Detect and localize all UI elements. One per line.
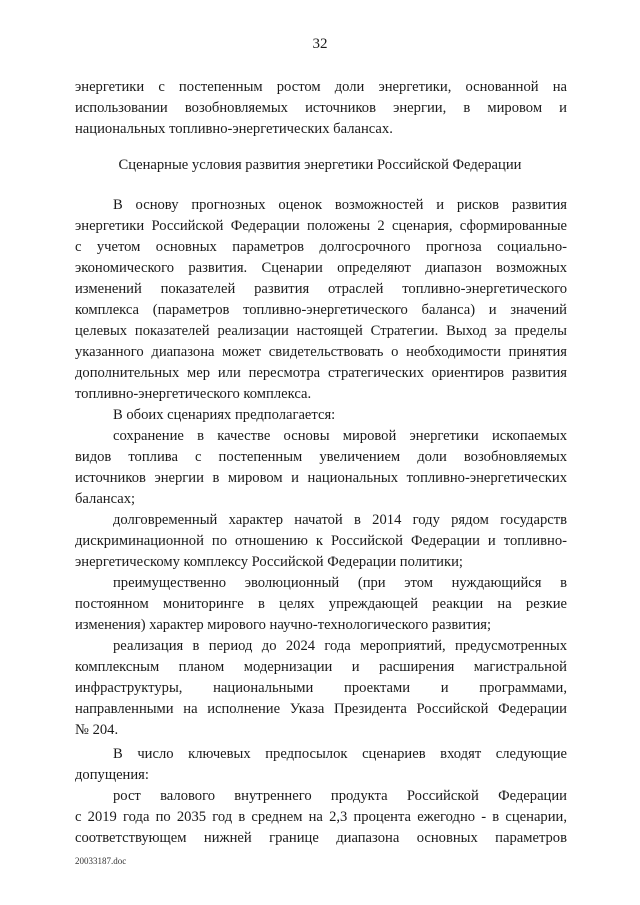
- body-line: преимущественно эволюционный (при этом нуждающийся в: [113, 575, 567, 591]
- page-number: 32: [312, 36, 328, 52]
- body-line: В число ключевых предпосылок сценариев входят следующие: [113, 746, 567, 762]
- body-line: энергетики Российской Федерации положены 2 сценария, сформированные: [75, 218, 567, 234]
- body-line: № 204.: [75, 722, 119, 738]
- body-line: целевых показателей реализации настоящей Стратегии. Выход за пределы: [75, 323, 567, 339]
- body-line: дополнительных мер или пересмотра стратегических ориентиров развития: [75, 365, 567, 381]
- body-line: балансах;: [75, 491, 136, 507]
- body-line: сохранение в качестве основы мировой энергетики ископаемых: [113, 428, 567, 444]
- body-line: рост валового внутреннего продукта Российской Федерации: [113, 788, 567, 804]
- body-line: В основу прогнозных оценок возможностей и рисков развития: [113, 197, 567, 213]
- body-line: источников энергии в мировом и национальных топливно-энергетических: [75, 470, 567, 486]
- body-line: энергетическому комплексу Российской Федерации политики;: [75, 554, 463, 570]
- body-line: реализация в период до 2024 года мероприятий, предусмотренных: [113, 638, 567, 654]
- body-line: изменения) характер мирового научно-технологического развития;: [75, 617, 492, 633]
- body-line: направленными на исполнение Указа Президента Российской Федерации: [75, 701, 567, 717]
- section-heading: Сценарные условия развития энергетики Российской Федерации: [118, 157, 522, 173]
- body-line: с 2019 года по 2035 год в среднем на 2,3 процента ежегодно - в сценарии,: [75, 809, 567, 825]
- body-line: инфраструктуры, национальными проектами и программами,: [75, 680, 567, 696]
- body-line: соответствующем нижней границе диапазона основных параметров: [75, 830, 567, 846]
- body-line: указанного диапазона может свидетельствовать о необходимости принятия: [75, 344, 567, 360]
- body-line: постоянном мониторинге в целях упреждающей реакции на резкие: [75, 596, 567, 612]
- body-line: долговременный характер начатой в 2014 году рядом государств: [113, 512, 567, 528]
- body-line: В обоих сценариях предполагается:: [113, 407, 336, 423]
- body-line: с учетом основных параметров долгосрочного прогноза социально-: [75, 239, 567, 255]
- intro-line: использовании возобновляемых источников энергии, в мировом и: [75, 100, 567, 116]
- footer-filename: 20033187.doc: [75, 856, 127, 866]
- body-line: комплекса (параметров топливно-энергетического баланса) и значений: [75, 302, 567, 318]
- intro-line: энергетики с постепенным ростом доли энергетики, основанной на: [75, 79, 567, 95]
- body-line: изменений показателей развития отраслей топливно-энергетического: [75, 281, 567, 297]
- body-line: допущения:: [75, 767, 149, 783]
- intro-line: национальных топливно-энергетических балансах.: [75, 121, 393, 137]
- body-line: комплексным планом модернизации и расширения магистральной: [75, 659, 567, 675]
- body-line: экономического развития. Сценарии определяют диапазон возможных: [75, 260, 567, 276]
- body-line: топливно-энергетического комплекса.: [75, 386, 312, 402]
- body-line: видов топлива с постепенным увеличением доли возобновляемых: [75, 449, 567, 465]
- body-line: дискриминационной по отношению к Российской Федерации и топливно-: [75, 533, 567, 549]
